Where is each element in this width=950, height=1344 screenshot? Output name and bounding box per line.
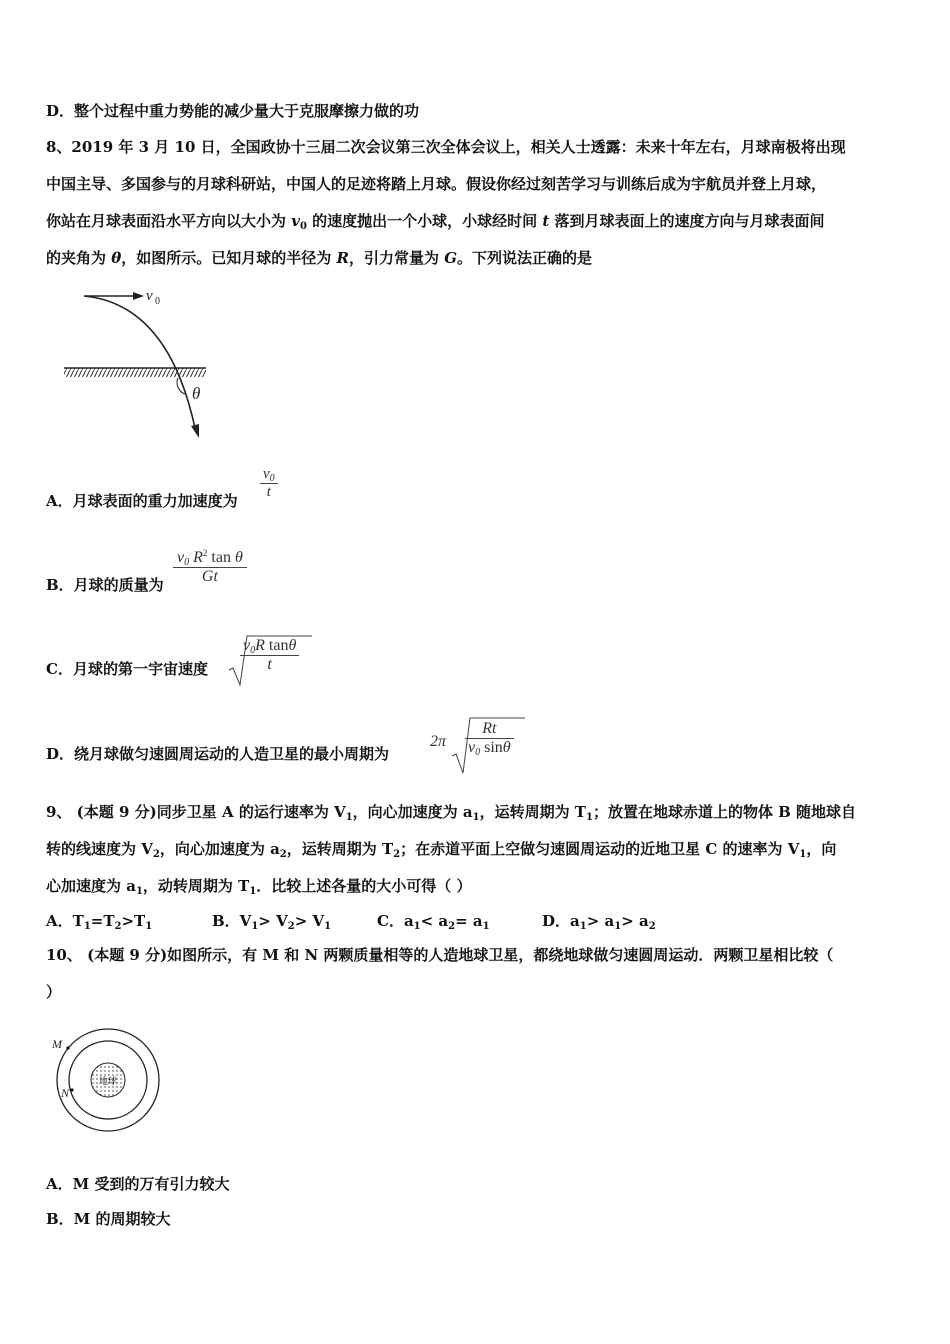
q8-stem-line4: 的夹角为 θ，如图所示。已知月球的半径为 R，引力常量为 G。下列说法正确的是 bbox=[46, 249, 593, 267]
q10-option-a: A．M 受到的万有引力较大 bbox=[46, 1175, 230, 1193]
q9-option-b: B．$V_1> V_2> V_1$ bbox=[212, 912, 332, 932]
q8-projectile-figure bbox=[58, 282, 228, 447]
earth-label: 地球 bbox=[98, 1076, 118, 1086]
trajectory-arrow-head bbox=[191, 424, 199, 438]
q10-stem-line1: 10、 (本题 9 分)如图所示，有 M 和 N 两颗质量相等的人造地球卫星，都绕地球做匀速圆周运动．两颗卫星相比较（ bbox=[46, 946, 834, 964]
trajectory-curve bbox=[84, 296, 195, 428]
q8-stem-line2: 中国主导、多国参与的月球科研站，中国人的足迹将踏上月球。假设你经过刻苦学习与训练后成为宇航员并登上月球， bbox=[46, 175, 827, 193]
q9-option-a: A．$T_1=T_2>T_1$ bbox=[46, 912, 153, 932]
theta-label: θ bbox=[192, 384, 201, 403]
q9-stem-line2: 转的线速度为 $V_2$，向心加速度为 $a_2$，运转周期为 $T_2$；在赤道平面上空做匀速圆周运动的近地卫星 C 的速率为 $V_1$，向 bbox=[46, 840, 837, 860]
q9-option-c: C．$a_1< a_2= a_1$ bbox=[377, 912, 490, 932]
q8-option-b: B．月球的质量为 bbox=[46, 576, 164, 594]
q8-option-d: D．绕月球做匀速圆周运动的人造卫星的最小周期为 bbox=[46, 745, 390, 763]
lunar-surface bbox=[64, 368, 206, 377]
v0-label-sub: 0 bbox=[155, 296, 160, 307]
q8-formula-b: $\frac{v_0 R^2 \tan \theta}{Gt}$ bbox=[173, 549, 247, 586]
v0-label: v bbox=[146, 288, 153, 304]
q10-orbit-figure bbox=[48, 1026, 168, 1138]
q9-option-d: D．$a_1> a_1> a_2$ bbox=[542, 912, 656, 932]
satellite-n bbox=[70, 1088, 73, 1091]
satellite-m bbox=[66, 1046, 69, 1049]
q8-formula-a: $\frac{v_0}{t}$ bbox=[260, 466, 278, 501]
q8-formula-c: $\frac{v_0R \tan\theta}{t}$ bbox=[240, 637, 299, 674]
q9-stem-line3: 心加速度为 $a_1$，动转周期为 $T_1$．比较上述各量的大小可得（ ） bbox=[46, 877, 472, 897]
q8-option-a: A．月球表面的重力加速度为 bbox=[46, 492, 238, 510]
q8-stem-line1: 8、2019 年 3 月 10 日，全国政协十三届二次会议第三次全体会议上，相关人士透露：未来十年左右，月球南极将出现 bbox=[46, 138, 846, 156]
q10-option-b: B．M 的周期较大 bbox=[46, 1210, 171, 1228]
v0-arrow-head bbox=[133, 292, 144, 300]
q8-two-pi: 2π bbox=[430, 733, 447, 750]
m-label: M bbox=[52, 1037, 62, 1051]
q9-stem-line1: 9、 (本题 9 分)同步卫星 A 的运行速率为 $V_1$，向心加速度为 $a_1$，运转周期为 $T_1$；放置在地球赤道上的物体 B 随地球自 bbox=[46, 803, 857, 823]
q8-formula-d: $\frac{Rt}{v_0 \sin\theta}$ bbox=[465, 720, 514, 757]
prev-option-d: D．整个过程中重力势能的减少量大于克服摩擦力做的功 bbox=[46, 102, 420, 120]
q10-stem-line2: ） bbox=[46, 983, 62, 1001]
q8-option-c: C．月球的第一宇宙速度 bbox=[46, 660, 208, 678]
n-label: N bbox=[61, 1086, 70, 1100]
q8-stem-line3: 你站在月球表面沿水平方向以大小为 $v_0$ 的速度抛出一个小球，小球经时间 t 落到月球表面上的速度方向与月球表面间 bbox=[46, 212, 825, 232]
